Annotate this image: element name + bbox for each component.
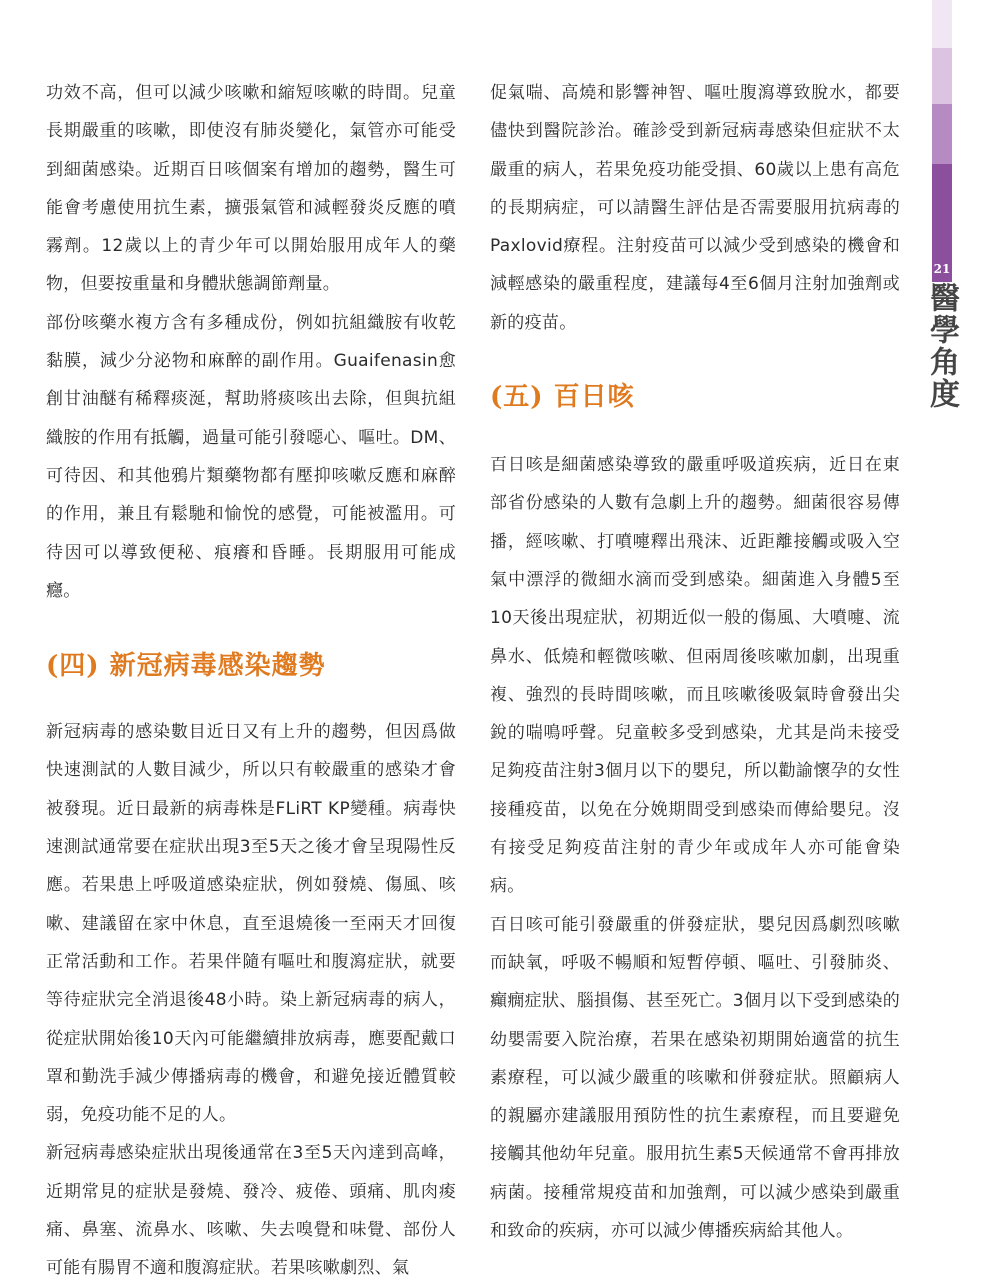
sidebar-color-bands: [932, 0, 952, 282]
left-column: [46, 74, 456, 1288]
paragraph: 新冠病毒的感染數目近日又有上升的趨勢，但因爲做快速測試的人數目減少，所以只有較嚴重的感染才會被發現。近日最新的病毒株是FLiRT KP變種。病毒快速測試通常要在症狀出現3至5天之後才會呈現陽性反應。若果患上呼吸道感染症狀，例如發燒、傷風、咳嗽、建議留在家中休息，直至退燒後一至兩天才回復正常活動和工作。若果伴隨有嘔吐和腹瀉症狀，就要等待症狀完全消退後48小時。染上新冠病毒的病人，從症狀開始後10天內可能繼續排放病毒，應要配戴口罩和勤洗手減少傳播病毒的機會，和避免接近體質較弱，免疫功能不足的人。: [46, 722, 456, 1126]
sidebar-band: [932, 48, 952, 104]
page-number: 21: [933, 262, 951, 276]
paragraph: 促氣喘、高燒和影響神智、嘔吐腹瀉導致脫水，都要儘快到醫院診治。確診受到新冠病毒感染但症狀不太嚴重的病人，若果免疫功能受損、60歲以上患有高危的長期病症，可以請醫生評估是否需要服用抗病毒的Paxlovid療程。注射疫苗可以減少受到感染的機會和減輕感染的嚴重程度，建議每4至6個月注射加強劑或新的疫苗。: [490, 83, 900, 333]
paragraph: 新冠病毒感染症狀出現後通常在3至5天內達到高峰，近期常見的症狀是發燒、發冷、疲倦、頭痛、肌肉痠痛、鼻塞、流鼻水、咳嗽、失去嗅覺和味覺、部份人可能有腸胃不適和腹瀉症狀。若果咳嗽劇烈、氣: [46, 1143, 456, 1279]
paragraph: 功效不高，但可以減少咳嗽和縮短咳嗽的時間。兒童長期嚴重的咳嗽，即使沒有肺炎變化，氣管亦可能受到細菌感染。近期百日咳個案有增加的趨勢，醫生可能會考慮使用抗生素，擴張氣管和減輕發炎反應的噴霧劑。12歲以上的青少年可以開始服用成年人的藥物，但要按重量和身體狀態調節劑量。: [46, 83, 456, 295]
section-title-vertical: 醫學角度: [924, 282, 959, 410]
section-heading-covid: (四) 新冠病毒感染趨勢: [46, 651, 326, 682]
paragraph: 百日咳是細菌感染導致的嚴重呼吸道疾病，近日在東部省份感染的人數有急劇上升的趨勢。細菌很容易傳播，經咳嗽、打噴嚏釋出飛沫、近距離接觸或吸入空氣中漂浮的微細水滴而受到感染。細菌進入身體5至10天後出現症狀，初期近似一般的傷風、大噴嚏、流鼻水、低燒和輕微咳嗽、但兩周後咳嗽加劇，出現重複、強烈的長時間咳嗽，而且咳嗽後吸氣時會發出尖銳的喘鳴呼聲。兒童較多受到感染，尤其是尚未接受足夠疫苗注射3個月以下的嬰兒，所以勸諭懷孕的女性接種疫苗，以免在分娩期間受到感染而傳給嬰兒。沒有接受足夠疫苗注射的青少年或成年人亦可能會染病。: [490, 455, 900, 897]
sidebar-band: [932, 0, 952, 48]
paragraph: 百日咳可能引發嚴重的併發症狀，嬰兒因爲劇烈咳嗽而缺氧，呼吸不暢順和短暫停頓、嘔吐、引發肺炎、癲癇症狀、腦損傷、甚至死亡。3個月以下受到感染的幼嬰需要入院治療，若果在感染初期開始適當的抗生素療程，可以減少嚴重的咳嗽和併發症狀。照顧病人的親屬亦建議服用預防性的抗生素療程，而且要避免接觸其他幼年兒童。服用抗生素5天候通常不會再排放病菌。接種常規疫苗和加強劑，可以減少感染到嚴重和致命的疾病，亦可以減少傳播疾病給其他人。: [490, 914, 900, 1242]
sidebar-band: [932, 104, 952, 164]
section-heading-pertussis: (五) 百日咳: [490, 382, 635, 413]
right-column: [490, 74, 900, 1250]
paragraph: 部份咳藥水複方含有多種成份，例如抗組織胺有收乾黏膜，減少分泌物和麻醉的副作用。Guaifenasin愈創甘油醚有稀釋痰涎，幫助將痰咳出去除，但與抗組織胺的作用有抵觸，過量可能引發噁心、嘔吐。DM、可待因、和其他鴉片類藥物都有壓抑咳嗽反應和麻醉的作用，兼且有鬆馳和愉悅的感覺，可能被濫用。可待因可以導致便秘、痕癢和昏睡。長期服用可能成癮。: [46, 312, 456, 601]
